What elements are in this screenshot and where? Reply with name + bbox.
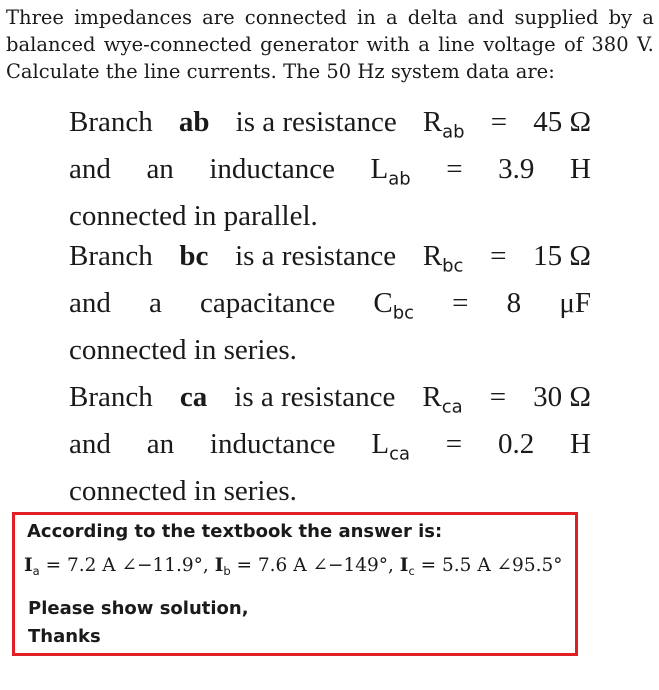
branch-ab-equals: = (490, 106, 508, 138)
symbol: R (422, 106, 443, 138)
word: a (642, 6, 654, 29)
branch-ab-prefix: Branch (69, 106, 153, 138)
branch-ab-resistance-symbol (423, 102, 465, 142)
problem-intro (6, 4, 654, 85)
word: an (146, 153, 174, 185)
word: of (564, 33, 584, 56)
branch-bc-resistance-line (69, 236, 591, 276)
branch-ca-connection: connected in series. (69, 475, 297, 507)
branch-ca-mid: is a resistance (234, 381, 396, 413)
word: generator (260, 33, 359, 56)
branch-bc-resistance-value: 15 Ω (533, 240, 591, 272)
word: line (438, 33, 475, 56)
branch-ab-mid: is a resistance (235, 106, 397, 138)
word: an (146, 428, 175, 460)
current-c-value: = 5.5 A ∠95.5° (414, 555, 563, 576)
current-a-symbol: I (24, 555, 33, 576)
branch-bc-mid: is a resistance (235, 240, 397, 272)
word: supplied (514, 6, 599, 29)
symbol: L (370, 153, 389, 185)
branch-ab-element-type: inductance (209, 153, 335, 185)
thanks-text: Thanks (28, 626, 101, 647)
branch-ca-inductance-symbol (371, 424, 410, 464)
symbol: C (373, 287, 393, 319)
word: in (357, 6, 376, 29)
branch-ab-inductance-unit: H (569, 153, 591, 185)
subscript: ca (441, 396, 463, 418)
intro-line-3: Calculate the line currents. The 50 Hz system data are: (6, 60, 555, 83)
symbol: R (422, 240, 443, 272)
intro-line-1 (6, 4, 654, 31)
subscript: bc (392, 302, 415, 324)
intro-line-2 (6, 31, 654, 58)
word: and (69, 428, 111, 460)
branch-ca-resistance-value: 30 Ω (533, 381, 591, 413)
subscript: b (223, 564, 231, 578)
subscript: ca (389, 443, 410, 465)
branch-ca-element-type: inductance (209, 428, 336, 460)
word: Three (6, 6, 64, 29)
subscript: a (32, 564, 40, 578)
equals: = (489, 381, 507, 413)
word: impedances (74, 6, 192, 29)
equals: = (446, 153, 463, 185)
current-a-value: = 7.2 A ∠−11.9°, (39, 555, 215, 576)
branch-ca-resistance-line (69, 377, 591, 417)
subscript: bc (442, 255, 464, 277)
branch-ab-element-line (69, 149, 591, 189)
word: and (69, 153, 111, 185)
branch-ab-name: ab (178, 106, 210, 138)
subscript: ab (388, 168, 411, 190)
branch-ab-resistance-value: 45 Ω (533, 106, 591, 138)
word: a (385, 6, 398, 29)
branch-bc-element-line (69, 283, 591, 323)
branch-bc-name: bc (179, 240, 209, 272)
branch-ca-inductance-value: 0.2 (497, 428, 535, 460)
symbol: L (371, 428, 390, 460)
word: are (202, 6, 235, 29)
current-b-symbol: I (214, 555, 224, 576)
word: with (366, 33, 410, 56)
word: a (418, 33, 430, 56)
solution-request: Please show solution, (28, 598, 249, 619)
word: by (608, 6, 633, 29)
branch-bc-prefix: Branch (69, 240, 153, 272)
branch-bc-capacitance-value: 8 (506, 287, 522, 319)
branch-ab-inductance-value: 3.9 (498, 153, 535, 185)
word: balanced (6, 33, 96, 56)
branch-ca-prefix: Branch (69, 381, 153, 413)
subscript: ab (442, 121, 465, 143)
branch-ca-name: ca (179, 381, 208, 413)
branch-bc-capacitance-unit: μF (559, 287, 591, 319)
word: 380 (591, 33, 629, 56)
branch-ab-connection: connected in parallel. (69, 200, 318, 232)
word: delta (407, 6, 458, 29)
word: a (149, 287, 162, 319)
symbol: R (422, 381, 442, 413)
branch-bc-connection: connected in series. (69, 334, 297, 366)
answer-box (12, 512, 578, 656)
subscript: c (408, 564, 415, 578)
word: and (69, 287, 111, 319)
equals: = (490, 240, 507, 272)
branch-ab-resistance-line (69, 102, 591, 142)
branch-ab-inductance-symbol (371, 149, 411, 189)
word: wye-connected (103, 33, 252, 56)
word: V. (637, 33, 654, 56)
answer-values (24, 555, 563, 576)
branch-bc-element-type: capacitance (200, 287, 336, 319)
branch-bc-capacitance-symbol (373, 283, 414, 323)
branch-bc-resistance-symbol (423, 236, 464, 276)
word: connected (244, 6, 347, 29)
branch-ca-element-line (69, 424, 591, 464)
current-c-symbol: I (399, 555, 409, 576)
word: and (467, 6, 505, 29)
equals: = (445, 428, 463, 460)
word: voltage (483, 33, 556, 56)
branch-ca-resistance-symbol (422, 377, 462, 417)
answer-title: According to the textbook the answer is: (27, 521, 443, 542)
branch-ca-inductance-unit: H (570, 428, 591, 460)
current-b-value: = 7.6 A ∠−149°, (230, 555, 400, 576)
equals: = (452, 287, 469, 319)
